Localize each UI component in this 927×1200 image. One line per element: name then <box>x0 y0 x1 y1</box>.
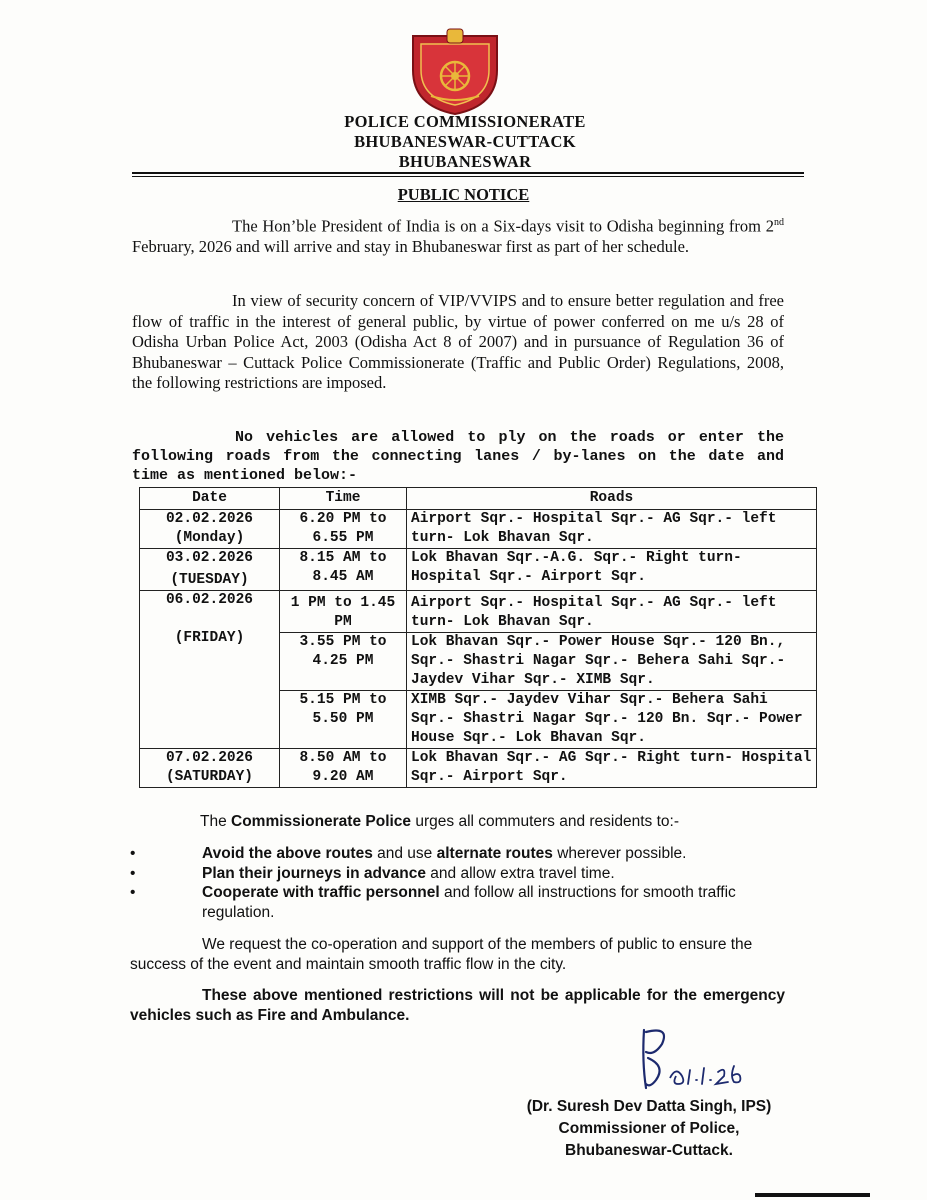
emergency-paragraph <box>130 986 785 1025</box>
intro-sup: nd <box>774 217 784 228</box>
date: 07.02.2026 <box>165 750 253 766</box>
signature-icon <box>626 1022 756 1094</box>
bullet-bold: Plan their journeys in advance <box>202 864 426 882</box>
roads-cell: Lok Bhavan Sqr.- Power House Sqr.- 120 Bn., Sqr.- Shastri Nagar Sqr.- Behera Sahi Sqr.- Jaydev Vihar Sqr.- XIMB Sqr. <box>407 633 817 691</box>
signatory-place: Bhubaneswar-Cuttack. <box>565 1142 733 1159</box>
date: 06.02.2026 <box>165 592 253 608</box>
list-item <box>130 883 790 922</box>
date-cell <box>140 591 280 749</box>
request-text: We request the co-operation and support of the members of public to ensure the success of the event and maintain smooth traffic flow in the city. <box>130 936 753 973</box>
date-cell <box>140 549 280 591</box>
police-emblem-icon <box>407 26 503 116</box>
notice-title: PUBLIC NOTICE <box>397 185 530 204</box>
authority-text: In view of security concern of VIP/VVIPS and to ensure better regulation and free flow of traffic in the interest of general public, by virtue of power conferred on me u/s 28 of Odisha Urban Police Act, 2003 (Odisha Act 8 of 2007) and in pursuance of Regulation 36 of Bhubaneswar – Cuttack Police Commissionerate (Traffic and Public Order) Regulations, 2008, the following restrictions are imposed. <box>132 291 784 392</box>
roads-cell: Airport Sqr.- Hospital Sqr.- AG Sqr.- left turn- Lok Bhavan Sqr. <box>407 510 817 549</box>
list-item <box>130 844 790 864</box>
time-cell: 8.15 AM to 8.45 AM <box>280 549 407 591</box>
urges-pre: The <box>200 813 232 830</box>
date-cell <box>140 749 280 788</box>
date-cell <box>140 510 280 549</box>
bullet-icon: • <box>130 884 136 901</box>
restriction-intro-text: No vehicles are allowed to ply on the roads or enter the following roads from the connecting lanes / by-lanes on the date and time as mentioned below:- <box>132 429 784 484</box>
office-header <box>260 112 670 172</box>
table-header-row <box>140 488 817 510</box>
bullet-bold: alternate routes <box>436 845 553 862</box>
intro-paragraph <box>132 213 784 258</box>
signatory-block <box>484 1096 814 1162</box>
emergency-text: These above mentioned restrictions will not be applicable for the emergency vehicles such as Fire and Ambulance. <box>130 987 785 1024</box>
time-cell: 8.50 AM to 9.20 AM <box>280 749 407 788</box>
page-edge-mark <box>755 1193 870 1197</box>
advice-list <box>130 844 790 922</box>
table-row <box>140 549 817 591</box>
request-paragraph <box>130 935 790 974</box>
col-time: Time <box>280 488 407 510</box>
header-line-3: BHUBANESWAR <box>398 152 532 171</box>
roads-cell: Airport Sqr.- Hospital Sqr.- AG Sqr.- left turn- Lok Bhavan Sqr. <box>407 591 817 633</box>
restriction-intro <box>132 428 784 485</box>
urges-bold: Commissionerate Police <box>231 813 412 830</box>
date: 02.02.2026 <box>165 511 253 527</box>
time-cell: 1 PM to 1.45 PM <box>280 591 407 633</box>
urges-line <box>200 812 800 832</box>
weekday: (TUESDAY) <box>170 572 249 588</box>
col-date: Date <box>140 488 280 510</box>
urges-post: urges all commuters and residents to:- <box>411 813 679 830</box>
time-cell: 5.15 PM to 5.50 PM <box>280 691 407 749</box>
roads-cell: Lok Bhavan Sqr.-A.G. Sqr.- Right turn- Hospital Sqr.- Airport Sqr. <box>407 549 817 591</box>
signatory-designation: Commissioner of Police, <box>558 1120 740 1137</box>
bullet-icon: • <box>130 864 136 882</box>
header-line-1: POLICE COMMISSIONERATE <box>344 112 586 131</box>
weekday: (FRIDAY) <box>174 630 245 646</box>
bullet-text: and allow extra travel time. <box>425 864 615 882</box>
signatory-name: (Dr. Suresh Dev Datta Singh, IPS) <box>526 1098 772 1115</box>
header-rule <box>132 172 804 174</box>
time-cell: 6.20 PM to 6.55 PM <box>280 510 407 549</box>
table-row <box>140 749 817 788</box>
table-row <box>140 510 817 549</box>
bullet-bold: Avoid the above routes <box>202 845 373 862</box>
bullet-bold: Cooperate with traffic personnel <box>202 884 440 901</box>
time-cell: 3.55 PM to 4.25 PM <box>280 633 407 691</box>
intro-text-b: February, 2026 and will arrive and stay in Bhubaneswar first as part of her schedule. <box>132 237 690 256</box>
table-row <box>140 591 817 633</box>
header-rule-thin <box>132 176 804 177</box>
bullet-text: and follow all instructions for smooth traffic regulation. <box>202 884 736 921</box>
roads-cell: XIMB Sqr.- Jaydev Vihar Sqr.- Behera Sahi Sqr.- Shastri Nagar Sqr.- 120 Bn. Sqr.- Power House Sqr.- Lok Bhavan Sqr. <box>407 691 817 749</box>
date: 03.02.2026 <box>165 550 253 566</box>
intro-text-a: The Hon’ble President of India is on a Six-days visit to Odisha beginning from 2 <box>232 216 774 236</box>
list-item <box>130 864 790 884</box>
bullet-text: and use <box>372 845 437 862</box>
authority-paragraph <box>132 291 784 394</box>
restriction-table <box>139 487 817 788</box>
weekday: (Monday) <box>174 530 245 546</box>
header-line-2: BHUBANESWAR-CUTTACK <box>354 132 576 151</box>
bullet-icon: • <box>130 845 136 862</box>
weekday: (SATURDAY) <box>165 769 253 785</box>
roads-cell: Lok Bhavan Sqr.- AG Sqr.- Right turn- Hospital Sqr.- Airport Sqr. <box>407 749 817 788</box>
col-roads: Roads <box>407 488 817 510</box>
bullet-text: wherever possible. <box>552 845 687 862</box>
